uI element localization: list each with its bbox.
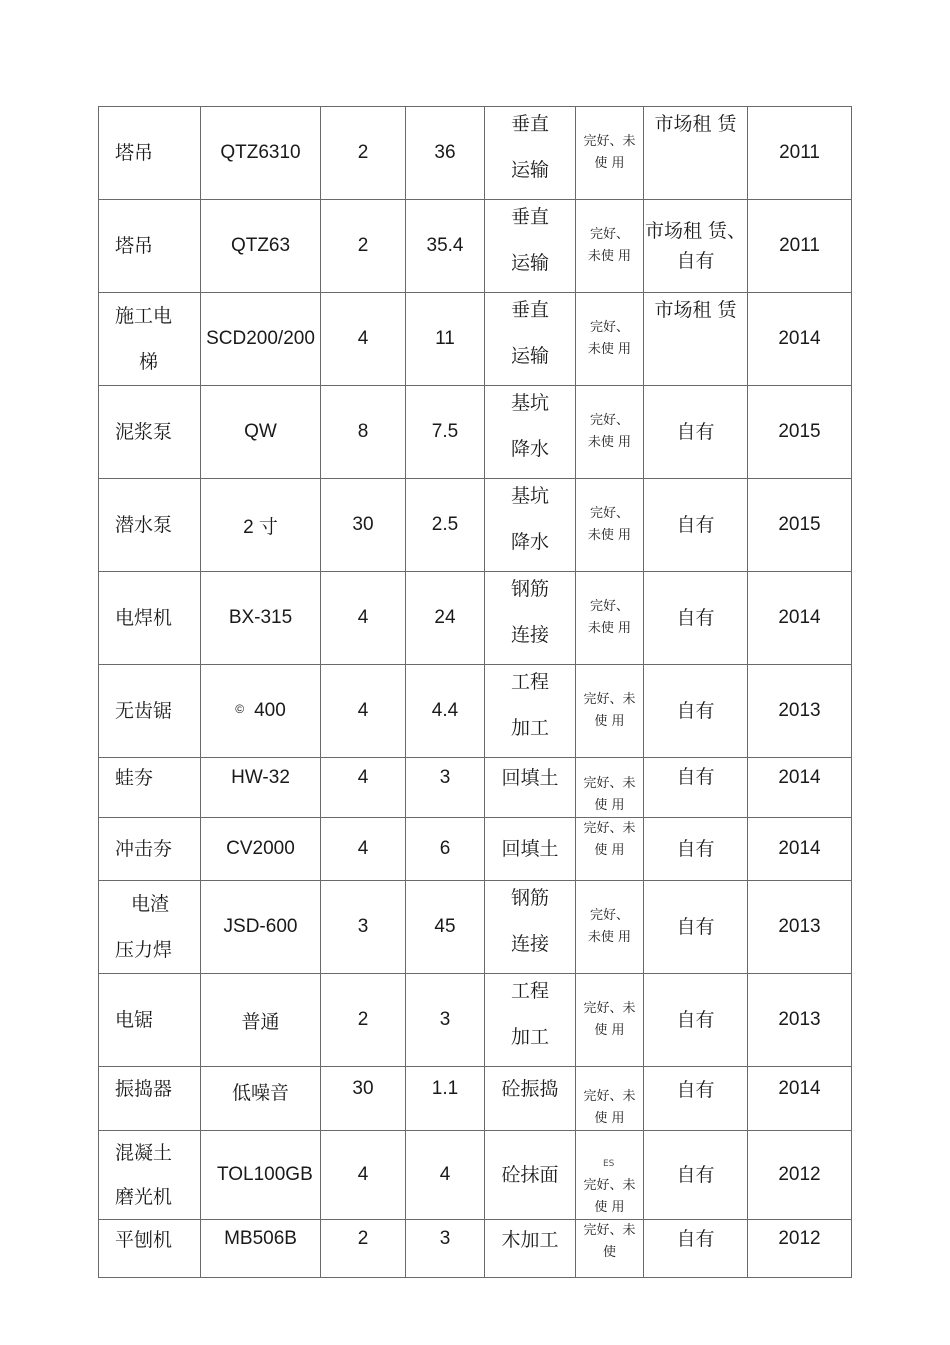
use-cell: 垂直 运输 (485, 194, 576, 287)
qty-cell: 4 (321, 665, 406, 758)
power-cell: 36 (406, 107, 485, 200)
source-cell: 自有 (644, 881, 748, 974)
table-row (99, 758, 852, 818)
condition-cell: 完好、 未使 用 (576, 200, 644, 293)
footer-mark: ES (603, 1159, 615, 1169)
source-cell: 自有 (644, 1067, 748, 1131)
name-cell: 蛙夯 (99, 758, 201, 818)
model-cell: MB506B (201, 1220, 321, 1278)
qty-cell: 2 (321, 107, 406, 200)
table-row (99, 1131, 852, 1220)
condition-cell: 完好、 未使 用 (576, 572, 644, 665)
condition-cell: 完好、未 使 用 (576, 1131, 644, 1220)
name-cell: 混凝土 磨光机 (99, 1131, 201, 1220)
use-cell: 垂直 运输 (485, 101, 576, 194)
power-cell: 4 (406, 1131, 485, 1220)
use-cell: 钢筋 连接 (485, 875, 576, 968)
year-cell: 2012 (748, 1220, 852, 1278)
name-cell: 电锯 (99, 974, 201, 1067)
table-row (99, 1067, 852, 1131)
condition-cell: 完好、未 使 用 (576, 1067, 644, 1131)
model-cell: CV2000 (201, 818, 321, 881)
year-cell: 2014 (748, 293, 852, 386)
qty-cell: 4 (321, 572, 406, 665)
power-cell: 35.4 (406, 200, 485, 293)
name-cell: 电焊机 (99, 572, 201, 665)
name-cell: 潜水泵 (99, 479, 201, 572)
condition-cell: 完好、 未使 用 (576, 386, 644, 479)
use-cell: 回填土 (485, 758, 576, 818)
qty-cell: 4 (321, 818, 406, 881)
table-row (99, 107, 852, 200)
name-cell: 泥浆泵 (99, 386, 201, 479)
power-cell: 3 (406, 974, 485, 1067)
model-cell: 普通 (201, 974, 321, 1067)
power-cell: 1.1 (406, 1067, 485, 1131)
model-cell: QTZ63 (201, 200, 321, 293)
power-cell: 3 (406, 758, 485, 818)
qty-cell: 4 (321, 1131, 406, 1220)
table-row (99, 881, 852, 974)
condition-cell: 完好、未 使 用 (576, 818, 644, 881)
model-cell: HW-32 (201, 758, 321, 818)
table-row (99, 200, 852, 293)
condition-cell: 完好、未 使 用 (576, 107, 644, 200)
power-cell: 2.5 (406, 479, 485, 572)
table-row (99, 293, 852, 386)
qty-cell: 4 (321, 293, 406, 386)
name-cell: 电渣 压力焊 (99, 881, 201, 974)
source-cell: 自有 (644, 818, 748, 881)
equipment-table (98, 106, 852, 1278)
model-cell: QTZ6310 (201, 107, 321, 200)
table-row (99, 572, 852, 665)
source-cell: 自有 (644, 572, 748, 665)
model-cell: QW (201, 386, 321, 479)
year-cell: 2014 (748, 818, 852, 881)
use-cell: 钢筋 连接 (485, 566, 576, 659)
year-cell: 2013 (748, 974, 852, 1067)
source-cell: 市场租 赁、 自有 (644, 200, 748, 293)
qty-cell: 30 (321, 479, 406, 572)
source-cell: 自有 (644, 1220, 748, 1278)
source-cell: 市场租 赁 (644, 107, 748, 200)
use-cell: 基坑 降水 (485, 473, 576, 566)
name-cell: 塔吊 (99, 200, 201, 293)
name-cell: 平刨机 (99, 1220, 201, 1278)
model-cell: TOL100GB (201, 1131, 321, 1220)
condition-cell: 完好、 未使 用 (576, 479, 644, 572)
power-cell: 6 (406, 818, 485, 881)
condition-cell: 完好、未 使 用 (576, 665, 644, 758)
use-cell: 回填土 (485, 818, 576, 881)
power-cell: 7.5 (406, 386, 485, 479)
use-cell: 工程 加工 (485, 968, 576, 1061)
qty-cell: 2 (321, 200, 406, 293)
qty-cell: 2 (321, 974, 406, 1067)
model-cell: 低噪音 (201, 1067, 321, 1131)
name-cell: 塔吊 (99, 107, 201, 200)
model-cell: SCD200/200 (201, 293, 321, 386)
power-cell: 45 (406, 881, 485, 974)
diameter-symbol: © (235, 702, 245, 716)
year-cell: 2012 (748, 1131, 852, 1220)
condition-cell: 完好、未 使 (576, 1220, 644, 1278)
condition-cell: 完好、 未使 用 (576, 293, 644, 386)
qty-cell: 2 (321, 1220, 406, 1278)
qty-cell: 4 (321, 758, 406, 818)
name-cell: 无齿锯 (99, 665, 201, 758)
source-cell: 自有 (644, 758, 748, 818)
year-cell: 2014 (748, 1067, 852, 1131)
model-cell: BX-315 (201, 572, 321, 665)
source-cell: 自有 (644, 974, 748, 1067)
use-cell: 木加工 (485, 1220, 576, 1278)
power-cell: 3 (406, 1220, 485, 1278)
source-cell: 自有 (644, 386, 748, 479)
qty-cell: 30 (321, 1067, 406, 1131)
source-cell: 自有 (644, 665, 748, 758)
use-cell: 垂直 运输 (485, 287, 576, 380)
use-cell: 基坑 降水 (485, 380, 576, 473)
name-cell: 振捣器 (99, 1067, 201, 1131)
source-cell: 自有 (644, 1131, 748, 1220)
condition-cell: 完好、未 使 用 (576, 758, 644, 818)
condition-cell: 完好、 未使 用 (576, 881, 644, 974)
condition-cell: 完好、未 使 用 (576, 974, 644, 1067)
table-row (99, 665, 852, 758)
qty-cell: 8 (321, 386, 406, 479)
year-cell: 2011 (748, 107, 852, 200)
year-cell: 2014 (748, 758, 852, 818)
year-cell: 2014 (748, 572, 852, 665)
model-cell: 2 寸 (201, 479, 321, 572)
use-cell: 砼振捣 (485, 1067, 576, 1131)
use-cell: 砼抹面 (485, 1131, 576, 1220)
name-cell: 施工电 梯 (99, 293, 201, 386)
model-cell: JSD-600 (201, 881, 321, 974)
table-row (99, 1220, 852, 1278)
power-cell: 11 (406, 293, 485, 386)
year-cell: 2013 (748, 881, 852, 974)
model-cell: © 400 (201, 665, 321, 758)
source-cell: 自有 (644, 479, 748, 572)
name-cell: 冲击夯 (99, 818, 201, 881)
qty-cell: 3 (321, 881, 406, 974)
power-cell: 4.4 (406, 665, 485, 758)
year-cell: 2013 (748, 665, 852, 758)
year-cell: 2015 (748, 386, 852, 479)
table-row (99, 818, 852, 881)
year-cell: 2011 (748, 200, 852, 293)
use-cell: 工程 加工 (485, 659, 576, 752)
year-cell: 2015 (748, 479, 852, 572)
source-cell: 市场租 赁 (644, 293, 748, 386)
table-row (99, 386, 852, 479)
power-cell: 24 (406, 572, 485, 665)
table-row (99, 974, 852, 1067)
table-row (99, 479, 852, 572)
